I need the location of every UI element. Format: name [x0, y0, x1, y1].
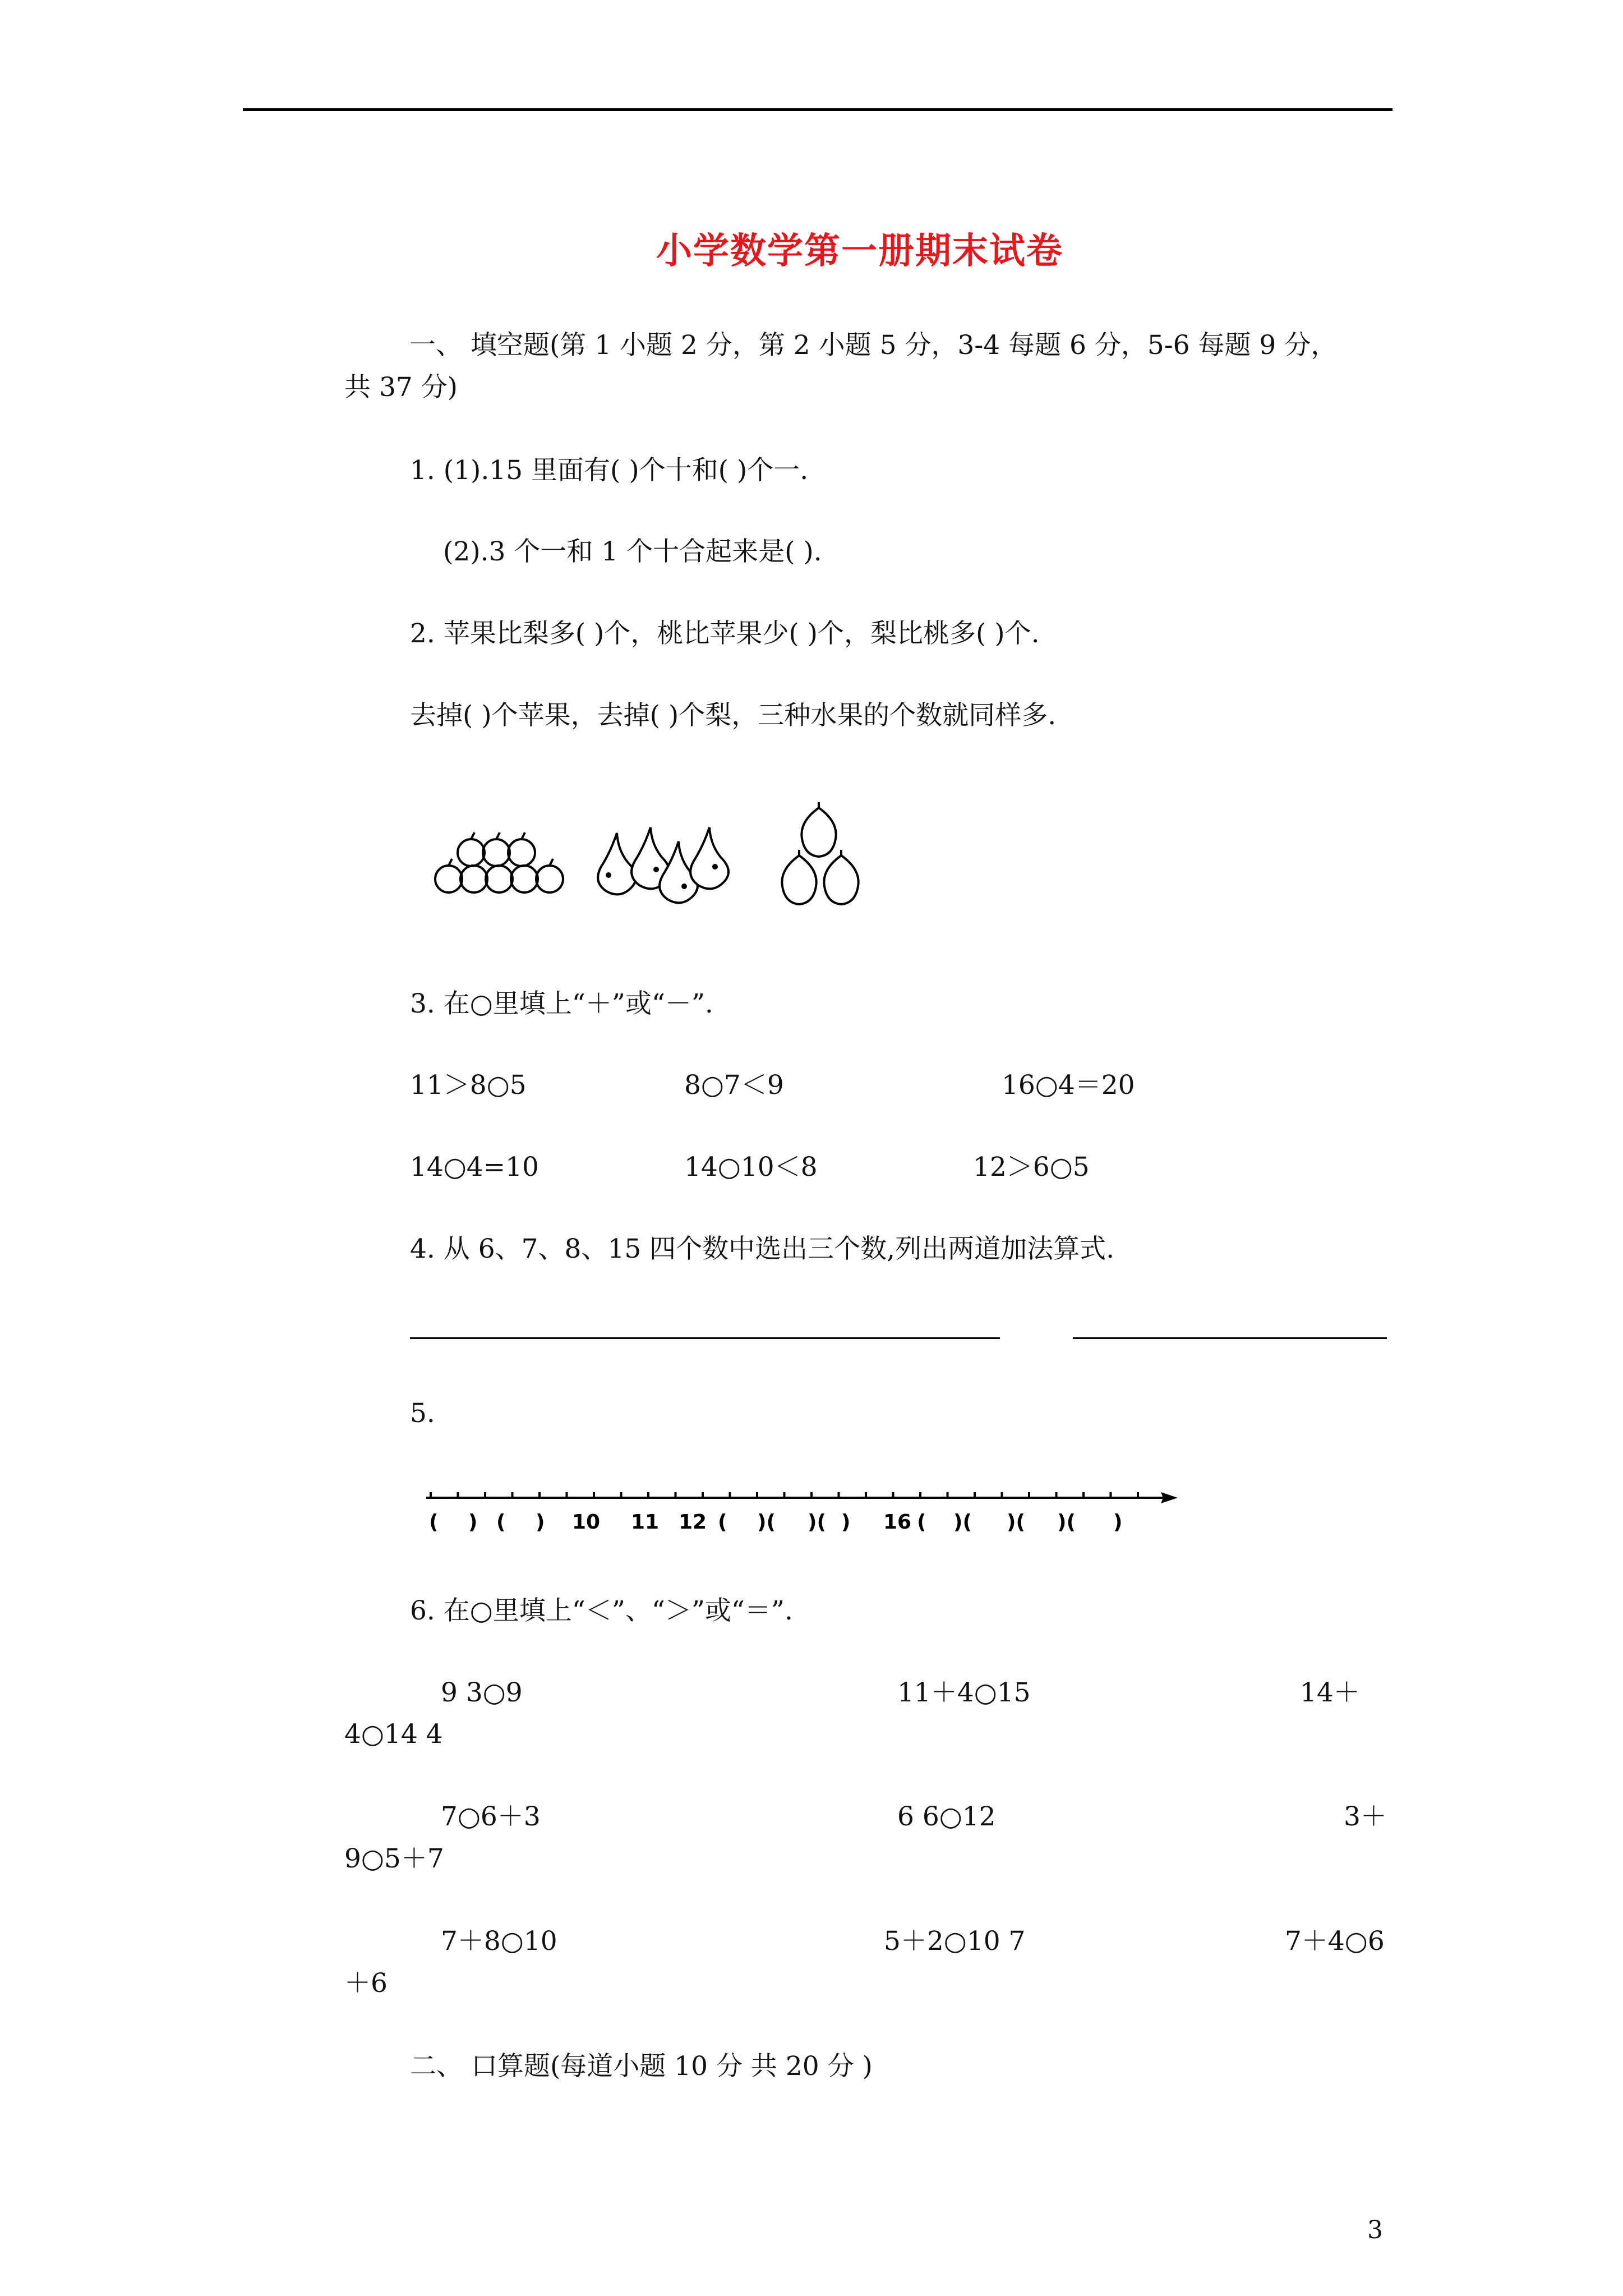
header-rule	[243, 108, 1393, 111]
number-line-label: 11	[631, 1511, 660, 1534]
answer-line	[410, 1337, 1000, 1339]
number-line-label: )(	[1007, 1511, 1025, 1534]
apple-icon	[435, 832, 563, 892]
q6-item: 9 3○9	[441, 1677, 523, 1708]
fruit-figure	[432, 802, 880, 909]
question-1-part-1: 1. (1).15 里面有( )个十和( )个一.	[410, 455, 809, 486]
page-title: 小学数学第一册期末试卷	[656, 230, 1063, 272]
question-2-line-2: 去掉( )个苹果，去掉( )个梨，三种水果的个数就同样多.	[410, 700, 1057, 731]
number-line-label: 16	[883, 1511, 912, 1534]
number-line-label: )(	[1057, 1511, 1076, 1534]
number-line-label: (	[718, 1511, 727, 1534]
q6-item: 9○5＋7	[344, 1843, 444, 1874]
peach-icon	[782, 802, 858, 904]
number-line-label: )(	[757, 1511, 776, 1534]
section2-heading: 二、 口算题(每道小题 10 分 共 20 分 )	[410, 2051, 873, 2082]
q3-item: 12＞6○5	[973, 1152, 1090, 1182]
answer-line	[1073, 1337, 1387, 1339]
q6-item: 7＋8○10	[441, 1926, 557, 1957]
question-6-prompt: 6. 在○里填上“＜”、“＞”或“＝”.	[410, 1595, 793, 1626]
number-line-label: )(	[808, 1511, 826, 1534]
q3-item: 14○4=10	[410, 1152, 539, 1182]
page-number: 3	[1367, 2216, 1383, 2244]
q6-item: 7○6＋3	[441, 1801, 541, 1832]
number-line	[415, 1475, 1183, 1537]
q6-item: 4○14 4	[344, 1719, 443, 1750]
q6-item: 7＋4○6	[1285, 1926, 1385, 1957]
q6-item: 11＋4○15	[897, 1677, 1031, 1708]
pear-icon	[598, 827, 728, 903]
q6-item: 5＋2○10 7	[884, 1926, 1026, 1957]
q3-item: 11＞8○5	[410, 1070, 527, 1101]
question-1-part-2: (2).3 个一和 1 个十合起来是( ).	[443, 536, 822, 567]
q6-item: 3＋	[1344, 1801, 1387, 1832]
section1-heading: 一、 填空题(第 1 小题 2 分，第 2 小题 5 分，3-4 每题 6 分，5-6 每题 9 分，	[409, 330, 1338, 361]
number-line-label: 10	[572, 1511, 601, 1534]
number-line-label: )	[1113, 1511, 1123, 1534]
q6-item: 6 6○12	[897, 1801, 996, 1832]
number-line-label: (	[429, 1511, 439, 1534]
question-2-line-1: 2. 苹果比梨多( )个，桃比苹果少( )个，梨比桃多( )个.	[410, 618, 1040, 649]
question-5-prompt: 5.	[410, 1398, 435, 1429]
number-line-label: )(	[953, 1511, 972, 1534]
q6-item: ＋6	[344, 1968, 388, 1999]
question-4-prompt: 4. 从 6、7、8、15 四个数中选出三个数,列出两道加法算式.	[410, 1234, 1115, 1264]
q6-item: 14＋	[1300, 1677, 1360, 1708]
q3-item: 8○7＜9	[684, 1070, 784, 1101]
number-line-label: )	[536, 1511, 545, 1534]
number-line-label: (	[917, 1511, 926, 1534]
q3-item: 16○4＝20	[1002, 1070, 1135, 1101]
q3-item: 14○10＜8	[684, 1152, 818, 1182]
number-line-label: 12	[679, 1511, 707, 1534]
section1-heading-cont: 共 37 分)	[344, 372, 458, 403]
number-line-label: )	[841, 1511, 851, 1534]
number-line-label: (	[496, 1511, 506, 1534]
number-line-label: )	[468, 1511, 478, 1534]
question-3-prompt: 3. 在○里填上“＋”或“－”.	[410, 988, 713, 1019]
